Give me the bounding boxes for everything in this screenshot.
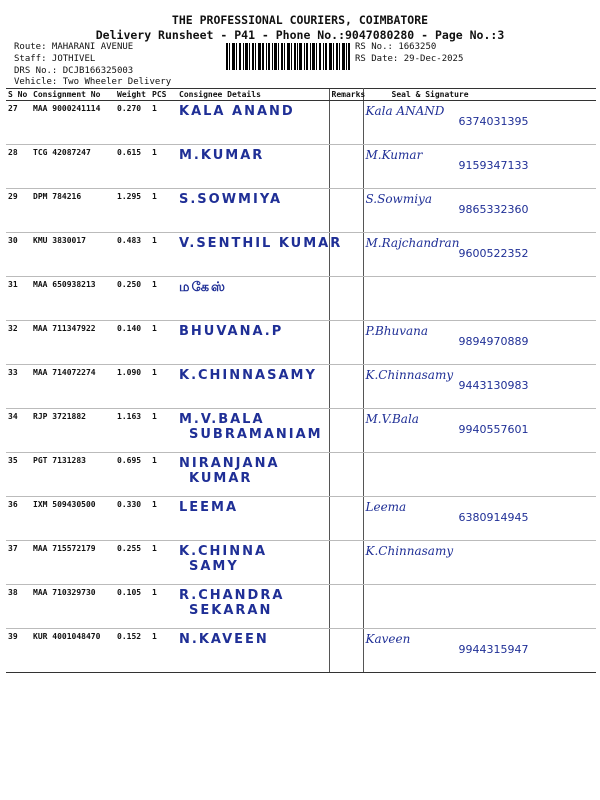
- cell-signature: [363, 101, 596, 145]
- cell-pcs: 1: [150, 629, 177, 673]
- cell-consignment: DPM 784216: [31, 189, 115, 233]
- company-title: THE PROFESSIONAL COURIERS, COIMBATORE: [171, 13, 429, 27]
- cell-signature: [363, 189, 596, 233]
- cell-signature: [363, 277, 596, 321]
- cell-consignee: [177, 409, 329, 453]
- cell-weight: 0.250: [115, 277, 150, 321]
- cell-consignee: [177, 101, 329, 145]
- cell-pcs: 1: [150, 277, 177, 321]
- handwritten-signature: K.Chinnasamy: [365, 544, 454, 558]
- handwritten-phone: 9443130983: [458, 379, 529, 392]
- consignee-name-line2: SAMY: [189, 559, 239, 574]
- table-row: [6, 277, 596, 321]
- cell-remarks: [329, 101, 363, 145]
- column-header-signature: Seal & Signature: [363, 89, 596, 101]
- cell-sno: 38: [6, 585, 31, 629]
- column-header-consignment: Consignment No: [31, 89, 115, 101]
- drs-label: DRS No.: DCJB166325003: [14, 66, 134, 76]
- handwritten-signature: Kaveen: [365, 632, 411, 646]
- cell-pcs: 1: [150, 101, 177, 145]
- cell-remarks: [329, 321, 363, 365]
- column-header-consignee: Consignee Details: [177, 89, 329, 101]
- consignee-name: K.CHINNASAMY: [179, 368, 317, 383]
- cell-remarks: [329, 277, 363, 321]
- cell-pcs: 1: [150, 233, 177, 277]
- cell-consignee: [177, 497, 329, 541]
- table-row: [6, 145, 596, 189]
- consignee-name-line2: SUBRAMANIAM: [189, 427, 323, 442]
- cell-sno: 33: [6, 365, 31, 409]
- handwritten-phone: 9894970889: [458, 335, 529, 348]
- runsheet-table: [6, 88, 596, 673]
- cell-consignment: IXM 509430500: [31, 497, 115, 541]
- column-header-weight: Weight: [115, 89, 150, 101]
- cell-weight: 0.270: [115, 101, 150, 145]
- cell-signature: [363, 453, 596, 497]
- cell-weight: 0.483: [115, 233, 150, 277]
- handwritten-signature: M.V.Bala: [365, 412, 419, 426]
- consignee-name-line2: SEKARAN: [189, 603, 273, 618]
- handwritten-phone: 6374031395: [458, 115, 529, 128]
- table-row: [6, 189, 596, 233]
- cell-signature: [363, 321, 596, 365]
- cell-signature: [363, 145, 596, 189]
- consignee-name: M.KUMAR: [179, 148, 265, 163]
- rs-number: RS No.: 1663250: [355, 42, 437, 52]
- cell-remarks: [329, 497, 363, 541]
- cell-consignee: [177, 145, 329, 189]
- runsheet-title: Delivery Runsheet - P41 - Phone No.:9047080280 - Page No.:3: [95, 28, 505, 42]
- table-row: [6, 365, 596, 409]
- cell-pcs: 1: [150, 541, 177, 585]
- handwritten-signature: Kala ANAND: [365, 104, 445, 118]
- handwritten-phone: 6380914945: [458, 511, 529, 524]
- cell-weight: 0.330: [115, 497, 150, 541]
- cell-weight: 1.090: [115, 365, 150, 409]
- table-row: [6, 321, 596, 365]
- rs-date: RS Date: 29-Dec-2025: [355, 54, 464, 64]
- consignee-name: NIRANJANA: [179, 456, 280, 471]
- cell-pcs: 1: [150, 409, 177, 453]
- consignee-name: N.KAVEEN: [179, 632, 269, 647]
- cell-weight: 0.105: [115, 585, 150, 629]
- handwritten-phone: 9944315947: [458, 643, 529, 656]
- table-row: [6, 541, 596, 585]
- cell-pcs: 1: [150, 145, 177, 189]
- table-row: [6, 101, 596, 145]
- handwritten-signature: S.Sowmiya: [365, 192, 432, 206]
- consignee-name: KALA ANAND: [179, 104, 295, 119]
- cell-consignment: KUR 4001048470: [31, 629, 115, 673]
- cell-sno: 35: [6, 453, 31, 497]
- cell-signature: [363, 629, 596, 673]
- cell-remarks: [329, 365, 363, 409]
- cell-remarks: [329, 409, 363, 453]
- cell-signature: [363, 585, 596, 629]
- cell-weight: 0.695: [115, 453, 150, 497]
- cell-weight: 0.255: [115, 541, 150, 585]
- consignee-name: மகேஸ்: [179, 280, 227, 295]
- route-label: Route: MAHARANI AVENUE: [14, 42, 134, 52]
- cell-signature: [363, 541, 596, 585]
- cell-signature: [363, 409, 596, 453]
- consignee-name: V.SENTHIL KUMAR: [179, 236, 343, 251]
- cell-signature: [363, 365, 596, 409]
- vehicle-label: Vehicle: Two Wheeler Delivery: [14, 77, 172, 87]
- cell-weight: 1.295: [115, 189, 150, 233]
- cell-signature: [363, 233, 596, 277]
- cell-remarks: [329, 585, 363, 629]
- cell-pcs: 1: [150, 365, 177, 409]
- handwritten-signature: M.Kumar: [365, 148, 423, 162]
- cell-remarks: [329, 453, 363, 497]
- handwritten-signature: Leema: [365, 500, 407, 514]
- handwritten-phone: 9865332360: [458, 203, 529, 216]
- cell-weight: 0.152: [115, 629, 150, 673]
- cell-consignee: [177, 233, 343, 277]
- cell-signature: [363, 497, 596, 541]
- cell-pcs: 1: [150, 497, 177, 541]
- table-row: [6, 497, 596, 541]
- table-row: [6, 585, 596, 629]
- consignee-name: K.CHINNA: [179, 544, 268, 559]
- cell-consignee: [177, 453, 329, 497]
- cell-weight: 1.163: [115, 409, 150, 453]
- cell-sno: 30: [6, 233, 31, 277]
- cell-consignee: [177, 629, 329, 673]
- cell-remarks: [329, 629, 363, 673]
- cell-weight: 0.615: [115, 145, 150, 189]
- cell-remarks: [329, 145, 363, 189]
- table-header-row: [6, 89, 596, 101]
- cell-weight: 0.140: [115, 321, 150, 365]
- consignee-name: BHUVANA.P: [179, 324, 284, 339]
- consignee-name: S.SOWMIYA: [179, 192, 283, 207]
- cell-consignee: [177, 541, 329, 585]
- cell-consignee: [177, 365, 329, 409]
- cell-consignment: MAA 711347922: [31, 321, 115, 365]
- cell-sno: 39: [6, 629, 31, 673]
- handwritten-signature: P.Bhuvana: [365, 324, 429, 338]
- cell-consignee: [177, 189, 329, 233]
- cell-consignee: [177, 321, 329, 365]
- cell-pcs: 1: [150, 189, 177, 233]
- handwritten-signature: M.Rajchandran: [365, 236, 460, 250]
- consignee-name: M.V.BALA: [179, 412, 265, 427]
- handwritten-phone: 9600522352: [458, 247, 529, 260]
- table-row: [6, 629, 596, 673]
- handwritten-phone: 9159347133: [458, 159, 529, 172]
- cell-sno: 32: [6, 321, 31, 365]
- cell-sno: 29: [6, 189, 31, 233]
- cell-sno: 31: [6, 277, 31, 321]
- cell-consignee: [177, 277, 329, 321]
- table-row: [6, 233, 596, 277]
- cell-sno: 36: [6, 497, 31, 541]
- column-header-pcs: PCS: [150, 89, 177, 101]
- cell-consignment: MAA 710329730: [31, 585, 115, 629]
- cell-consignment: MAA 9000241114: [31, 101, 115, 145]
- cell-consignment: KMU 3830017: [31, 233, 115, 277]
- barcode-image: [226, 43, 350, 70]
- cell-sno: 28: [6, 145, 31, 189]
- cell-consignment: MAA 714072274: [31, 365, 115, 409]
- cell-sno: 37: [6, 541, 31, 585]
- cell-consignment: PGT 7131283: [31, 453, 115, 497]
- cell-consignment: RJP 3721882: [31, 409, 115, 453]
- consignee-name-line2: KUMAR: [189, 471, 253, 486]
- cell-pcs: 1: [150, 585, 177, 629]
- consignee-name: LEEMA: [179, 500, 239, 515]
- table-row: [6, 453, 596, 497]
- handwritten-phone: 9940557601: [458, 423, 529, 436]
- handwritten-signature: K.Chinnasamy: [365, 368, 454, 382]
- cell-remarks: [329, 541, 363, 585]
- cell-sno: 27: [6, 101, 31, 145]
- table-row: [6, 409, 596, 453]
- column-header-sno: S No: [6, 89, 31, 101]
- cell-remarks: [329, 189, 363, 233]
- column-header-remarks: Remarks: [329, 89, 363, 101]
- cell-consignment: MAA 650938213: [31, 277, 115, 321]
- cell-consignee: [177, 585, 329, 629]
- cell-sno: 34: [6, 409, 31, 453]
- cell-pcs: 1: [150, 321, 177, 365]
- cell-consignment: MAA 715572179: [31, 541, 115, 585]
- cell-pcs: 1: [150, 453, 177, 497]
- staff-label: Staff: JOTHIVEL: [14, 54, 96, 64]
- cell-consignment: TCG 42087247: [31, 145, 115, 189]
- consignee-name: R.CHANDRA: [179, 588, 285, 603]
